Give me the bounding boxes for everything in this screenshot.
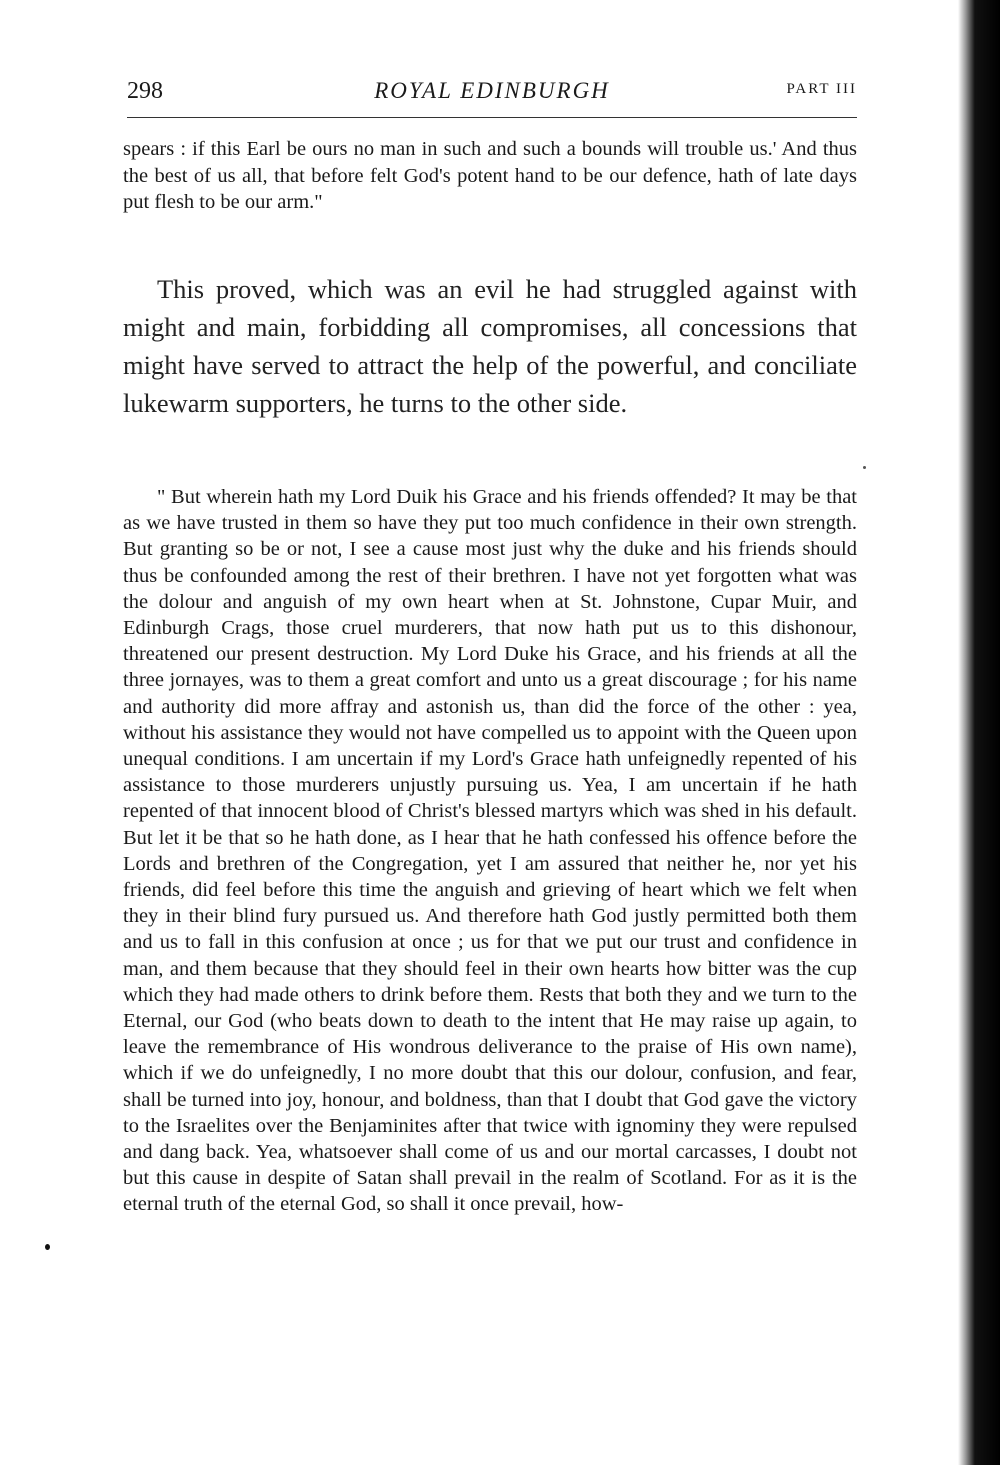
part-label: PART III: [786, 81, 857, 97]
body-paragraph: This proved, which was an evil he had struggled against with might and main, forbidding all compromises, all concessions that might have served to attract the help of the powerful, and conciliate lukewarm supporters, he turns to the other side.: [123, 274, 857, 418]
page-number: 298: [127, 78, 163, 104]
top-quote: spears : if this Earl be ours no man in such and such a bounds will trouble us.' And thus the best of us all, that before felt God's potent hand to be our defence, hath of late days put flesh to be our arm.": [123, 138, 857, 213]
bottom-quote: " But wherein hath my Lord Duik his Grace and his friends offended? It may be that as we have trusted in them so have they put too much confidence in their own strength. But granting so be or not, I see a cause most just why the duke and his friends should thus be confounded among the rest of their brethren. I have not yet forgotten what was the dolour and anguish of my own heart when at St. Johnstone, Cupar Muir, and Edinburgh Crags, those cruel murderers, that now hath put us to this dishonour, threatened our present destruction. My Lord Duke his Grace, and his friends at all the three jornayes, was to them a great comfort and unto us a great discourage ; for his name and authority did more affray and astonish us, than did the force of the other : yea, without his assistance they would not have compelled us to appoint with the Queen upon unequal conditions. I am uncertain if my Lord's Grace hath unfeignedly repented of his assistance to those murderers unjustly pursuing us. Yea, I am uncertain if he hath repented of that innocent blood of Christ's blessed martyrs which was shed in his default. But let it be that so he hath done, as I hear that he hath confessed his offence before the Lords and brethren of the Congregation, yet I am assured that neither he, nor yet his friends, did feel before this time the anguish and grieving of heart which we felt when they in their blind fury pursued us. And therefore hath God justly permitted both them and us to fall in this confusion at once ; us for that we put our trust and confidence in man, and them because that they should feel in their own hearts how bitter was the cup which they had made others to drink before them. Rests that both they and we turn to the Eternal, our God (who beats down to death to the intent that He may raise up again, to leave the remembrance of His wondrous deliverance to the praise of His own name), which if we do unfeignedly, I no more doubt that this our dolour, confusion, and fear, shall be turned into joy, honour, and boldness, than that I doubt that God gave the victory to the Israelites over the Benjaminites after that twice with ignominy they were repulsed and dang back. Yea, whatsoever shall come of us and our mortal carcasses, I doubt not but this cause in despite of Satan shall prevail in the realm of Scotland. For as it is the eternal truth of the eternal God, so shall it once prevail, how-: [123, 486, 857, 1216]
page-edge-shadow: [958, 0, 1000, 1465]
ink-speck: [863, 466, 866, 469]
page-header: [127, 78, 857, 112]
running-title: ROYAL EDINBURGH: [374, 78, 610, 103]
ink-speck: [45, 1244, 50, 1250]
header-rule: [127, 117, 857, 118]
